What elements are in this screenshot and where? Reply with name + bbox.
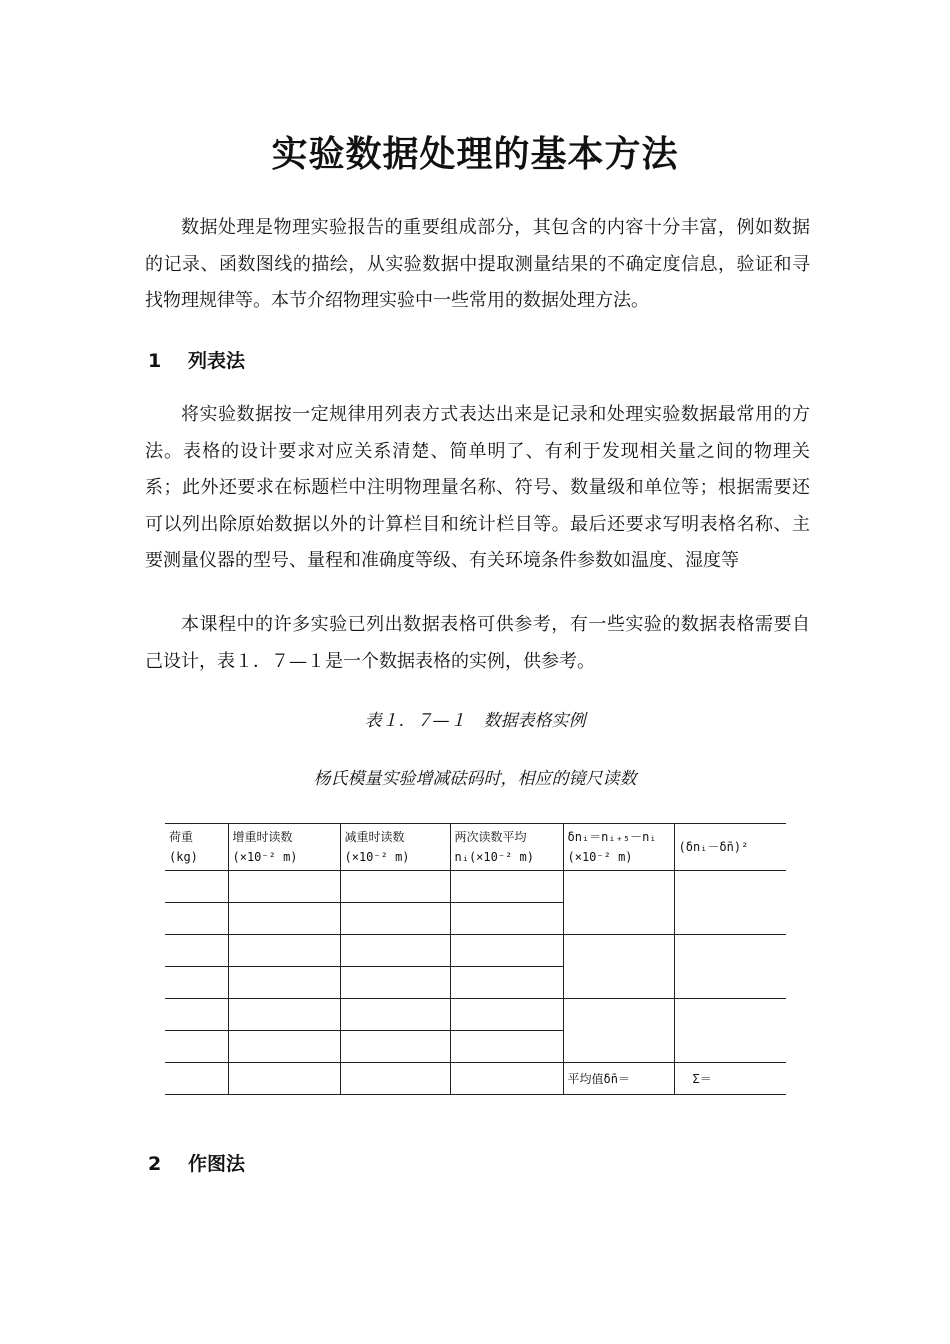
merged-cell (674, 935, 786, 999)
sum-label: Σ＝ (674, 1063, 786, 1095)
merged-cell (563, 935, 674, 999)
header-cell-deviation: (δnᵢ－δn̄)² (674, 824, 786, 871)
header-cell-load: 荷重 (kg) (165, 824, 228, 871)
section-heading-2 (148, 1149, 245, 1176)
header-cell-average: 两次读数平均 nᵢ(×10⁻² m) (450, 824, 563, 871)
table-row (165, 935, 786, 967)
header-cell-delta: δnᵢ＝nᵢ₊₅－nᵢ (×10⁻² m) (563, 824, 674, 871)
intro-paragraph: 数据处理是物理实验报告的重要组成部分，其包含的内容十分丰富，例如数据的记录、函数图线的描绘，从实验数据中提取测量结果的不确定度信息，验证和寻找物理规律等。本节介绍物理实验中一些常用的数据处理方法。 (145, 217, 810, 311)
header-cell-increase: 增重时读数 (×10⁻² m) (228, 824, 340, 871)
section-label: 作图法 (188, 1153, 246, 1175)
header-cell-decrease: 减重时读数 (×10⁻² m) (340, 824, 450, 871)
table-summary-row (165, 1063, 786, 1095)
section-number: 2 (148, 1153, 162, 1175)
table-row (165, 871, 786, 903)
merged-cell (563, 871, 674, 935)
table-header-row (165, 824, 786, 871)
list-method-paragraph: 将实验数据按一定规律用列表方式表达出来是记录和处理实验数据最常用的方法。表格的设计要求对应关系清楚、简单明了、有利于发现相关量之间的物理关系；此外还要求在标题栏中注明物理量名称、符号、数量级和单位等；根据需要还可以列出除原始数据以外的计算栏目和统计栏目等。最后还要求写明表格名称、主要测量仪器的型号、量程和准确度等级、有关环境条件参数如温度、湿度等 (145, 404, 810, 571)
page-title: 实验数据处理的基本方法 (271, 134, 679, 175)
section-number: 1 (148, 350, 162, 372)
section-label: 列表法 (188, 350, 246, 372)
data-table (165, 823, 786, 1095)
table-subcaption: 杨氏模量实验增减砝码时，相应的镜尺读数 (313, 769, 637, 789)
merged-cell (674, 999, 786, 1063)
table-row (165, 999, 786, 1031)
merged-cell (563, 999, 674, 1063)
section-heading-1 (148, 346, 245, 373)
merged-cell (674, 871, 786, 935)
average-label: 平均值δn̄＝ (563, 1063, 674, 1095)
table-caption: 表１．７—１ 数据表格实例 (364, 711, 586, 731)
table-reference-paragraph: 本课程中的许多实验已列出数据表格可供参考，有一些实验的数据表格需要自己设计，表１．７—１是一个数据表格的实例，供参考。 (145, 614, 810, 672)
